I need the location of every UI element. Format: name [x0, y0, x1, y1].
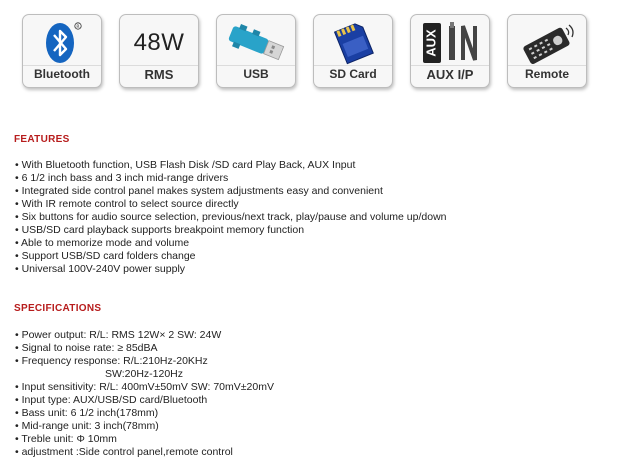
features-item: • With IR remote control to select source directly	[15, 198, 239, 210]
spec-item: • Power output: R/L: RMS 12W× 2 SW: 24W	[15, 329, 222, 341]
rms-art	[124, 19, 194, 67]
svg-text:R: R	[76, 25, 80, 30]
bluetooth-icon	[27, 19, 97, 67]
sd-card-icon	[318, 19, 388, 67]
spec-item: • Treble unit: Φ 10mm	[15, 433, 117, 445]
sd-card-label: SD Card	[314, 65, 392, 83]
features-list	[15, 159, 447, 276]
spec-item: • Bass unit: 6 1/2 inch(178mm)	[15, 407, 159, 419]
spec-item: • Frequency response: R/L:210Hz-20KHz	[15, 355, 208, 367]
features-item: • Six buttons for audio source selection, previous/next track, play/pause and volume up/down	[15, 211, 447, 223]
rms-tile	[119, 14, 199, 88]
aux-jack-icon	[415, 19, 485, 67]
spec-item-continuation: SW:20Hz-120Hz	[105, 368, 184, 380]
rms-label: RMS	[120, 65, 198, 83]
aux-tile	[410, 14, 490, 88]
spec-item: • Mid-range unit: 3 inch(78mm)	[15, 420, 159, 432]
spec-item: • adjustment :Side control panel,remote control	[15, 446, 233, 458]
remote-label: Remote	[508, 65, 586, 83]
features-item: • 6 1/2 inch bass and 3 inch mid-range drivers	[15, 172, 229, 184]
specifications-title: SPECIFICATIONS	[14, 303, 102, 314]
features-item: • Able to memorize mode and volume	[15, 237, 190, 249]
rms-value: 48W	[133, 29, 185, 56]
usb-label: USB	[217, 65, 295, 83]
aux-art-text: AUX	[423, 29, 439, 57]
aux-label: AUX I/P	[411, 65, 489, 83]
sd-card-tile	[313, 14, 393, 88]
features-title: FEATURES	[14, 134, 70, 145]
feature-icons-row	[22, 14, 622, 88]
spec-item: • Input type: AUX/USB/SD card/Bluetooth	[15, 394, 208, 406]
features-item: • Support USB/SD card folders change	[15, 250, 196, 262]
features-item: • Universal 100V-240V power supply	[15, 263, 186, 275]
features-item: • USB/SD card playback supports breakpoint memory function	[15, 224, 305, 236]
bluetooth-tile	[22, 14, 102, 88]
spec-item: • Input sensitivity: R/L: 400mV±50mV SW: 70mV±20mV	[15, 381, 274, 393]
usb-flash-drive-icon	[221, 19, 291, 67]
features-item: • With Bluetooth function, USB Flash Disk /SD card Play Back, AUX Input	[15, 159, 356, 171]
usb-tile	[216, 14, 296, 88]
spec-item: • Signal to noise rate: ≥ 85dBA	[15, 342, 158, 354]
remote-control-icon	[512, 19, 582, 67]
specifications-list	[15, 329, 274, 459]
remote-tile	[507, 14, 587, 88]
features-item: • Integrated side control panel makes system adjustments easy and convenient	[15, 185, 383, 197]
bluetooth-label: Bluetooth	[23, 65, 101, 83]
